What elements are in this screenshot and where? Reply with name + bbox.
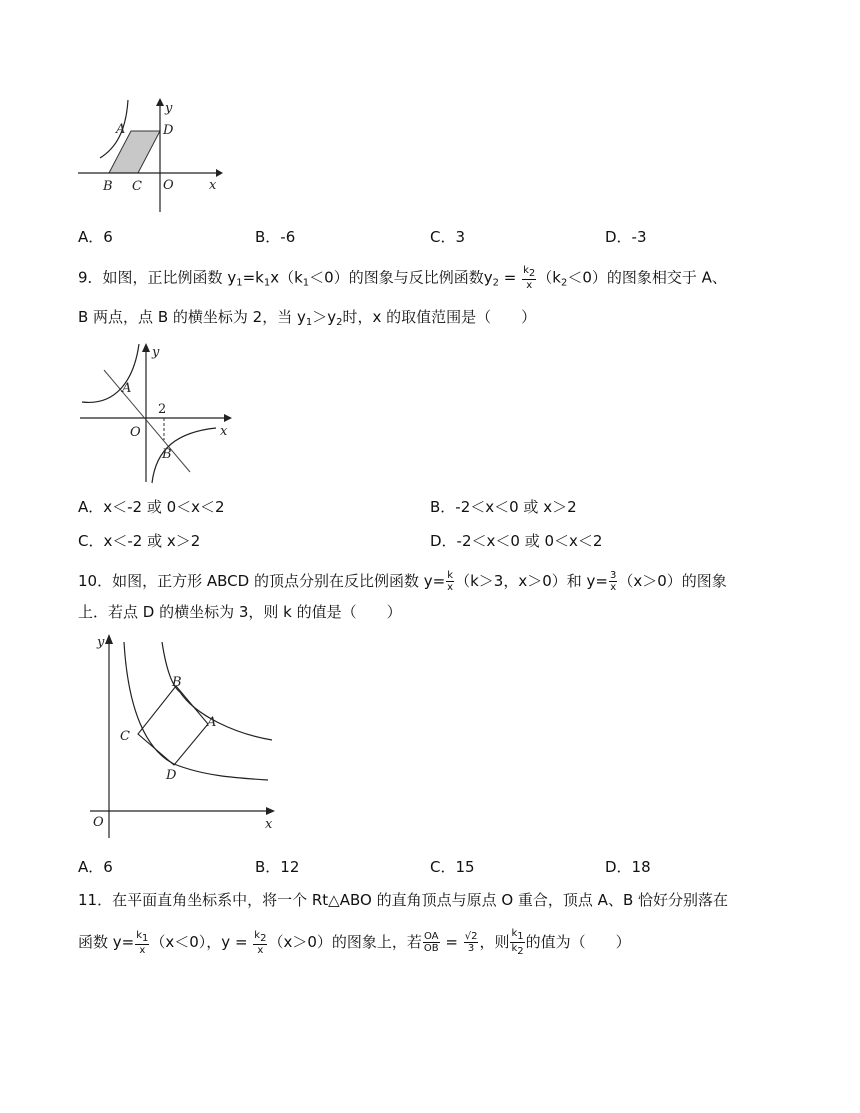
q10-x-arrow bbox=[266, 807, 275, 815]
q10-square-abcd bbox=[138, 686, 208, 765]
q9-label-y: y bbox=[152, 345, 160, 360]
q11-stem-line1: 11．在平面直角坐标系中，将一个 Rt△ABO 的直角顶点与原点 O 重合，顶点 A、B 恰好分别落在 bbox=[78, 891, 728, 909]
q9-label-two: 2 bbox=[158, 402, 167, 417]
q10-label-x: x bbox=[265, 817, 273, 832]
q9-option-a[interactable]: A．x＜-2 或 0＜x＜2 bbox=[78, 498, 225, 516]
q9-stem-line1: 9．如图，正比例函数 $y_1=k_1x(k_1<0)$的图象与反比例函数$y_2$ = $\frac{k_2}{x}$ $(k_2<0)$的图象相交于 A、 bbox=[78, 265, 727, 291]
q8-option-a[interactable]: A．6 bbox=[78, 228, 113, 246]
q10-figure bbox=[86, 630, 282, 840]
q9-label-x: x bbox=[220, 424, 228, 439]
q8-label-x: x bbox=[209, 178, 217, 193]
q8-x-arrow bbox=[216, 169, 223, 177]
q11-fraction-k1-over-x: $\frac{k_1}{x}$ bbox=[136, 929, 149, 956]
q10-label-A: A bbox=[207, 715, 217, 730]
q10-label-y: y bbox=[97, 635, 105, 650]
q8-label-A: A bbox=[116, 122, 126, 137]
q10-option-d[interactable]: D．18 bbox=[605, 858, 651, 876]
q10-option-a[interactable]: A．6 bbox=[78, 858, 113, 876]
q10-fraction-3-over-x: $\frac{3}{x}$ bbox=[609, 570, 617, 593]
q10-label-B: B bbox=[172, 675, 182, 690]
q8-label-O: O bbox=[163, 178, 174, 193]
q9-y-arrow bbox=[142, 343, 150, 352]
q11-fraction-oa-over-ob: $\frac{OA}{OB}$ bbox=[423, 931, 439, 954]
q11-fraction-k2-over-x: $\frac{k_2}{x}$ bbox=[254, 929, 267, 956]
q8-label-C: C bbox=[132, 179, 142, 194]
q10-curve-y-3-over-x bbox=[124, 642, 268, 780]
q11-fraction-k1-over-k2: $\frac{k_1}{k_2}$ bbox=[511, 928, 524, 957]
q8-label-D: D bbox=[163, 123, 174, 138]
q10-stem-line1: 10．如图，正方形 ABCD 的顶点分别在反比例函数 y= $\frac{k}{x}$ （k＞3，x＞0）和 y= $\frac{3}{x}$ （x＞0）的图象 bbox=[78, 570, 727, 593]
q10-option-c[interactable]: C．15 bbox=[430, 858, 475, 876]
q9-label-B: B bbox=[162, 447, 172, 462]
q10-y-arrow bbox=[105, 634, 113, 644]
q10-option-b[interactable]: B．12 bbox=[255, 858, 300, 876]
q8-option-b[interactable]: B．-6 bbox=[255, 228, 296, 246]
q9-option-b[interactable]: B．-2＜x＜0 或 x＞2 bbox=[430, 498, 577, 516]
q10-curve-y-k-over-x bbox=[162, 642, 272, 740]
q8-figure bbox=[76, 96, 226, 218]
q10-label-D: D bbox=[166, 768, 177, 783]
q8-y-arrow bbox=[156, 98, 164, 106]
q10-fraction-k-over-x: $\frac{k}{x}$ bbox=[447, 570, 454, 593]
q10-label-O: O bbox=[93, 815, 104, 830]
q9-proportional-line bbox=[104, 370, 190, 472]
q10-label-C: C bbox=[120, 729, 130, 744]
q10-stem-line2: 上．若点 D 的横坐标为 3，则 k 的值是（ ） bbox=[78, 603, 402, 621]
q9-label-A: A bbox=[122, 381, 132, 396]
q8-option-d[interactable]: D．-3 bbox=[605, 228, 647, 246]
q9-stem-line2: B 两点，点 B 的横坐标为 2，当 $y_1>y_2$时，x 的取值范围是（ ） bbox=[78, 308, 537, 328]
q9-option-c[interactable]: C．x＜-2 或 x＞2 bbox=[78, 532, 201, 550]
q9-x-arrow bbox=[224, 414, 232, 422]
q11-stem-line2: 函数 y= $\frac{k_1}{x}$ （x＜0），y = $\frac{k_2}{x}$ （x＞0）的图象上，若 $\frac{OA}{OB}$ = $\frac{√2}{3}$ ，则 $\frac{k_1}{k_2}$ 的值为（ ） bbox=[78, 928, 631, 957]
q9-option-d[interactable]: D．-2＜x＜0 或 0＜x＜2 bbox=[430, 532, 603, 550]
q9-fraction-k2-over-x: $\frac{k_2}{x}$ bbox=[523, 265, 536, 291]
q11-fraction-sqrt2-over-3: $\frac{√2}{3}$ bbox=[464, 931, 478, 954]
q9-label-O: O bbox=[130, 425, 141, 440]
q8-label-B: B bbox=[103, 179, 113, 194]
q8-option-c[interactable]: C．3 bbox=[430, 228, 466, 246]
q8-label-y: y bbox=[165, 101, 173, 116]
q8-parallelogram-shading bbox=[109, 131, 160, 173]
q9-figure bbox=[76, 340, 236, 485]
